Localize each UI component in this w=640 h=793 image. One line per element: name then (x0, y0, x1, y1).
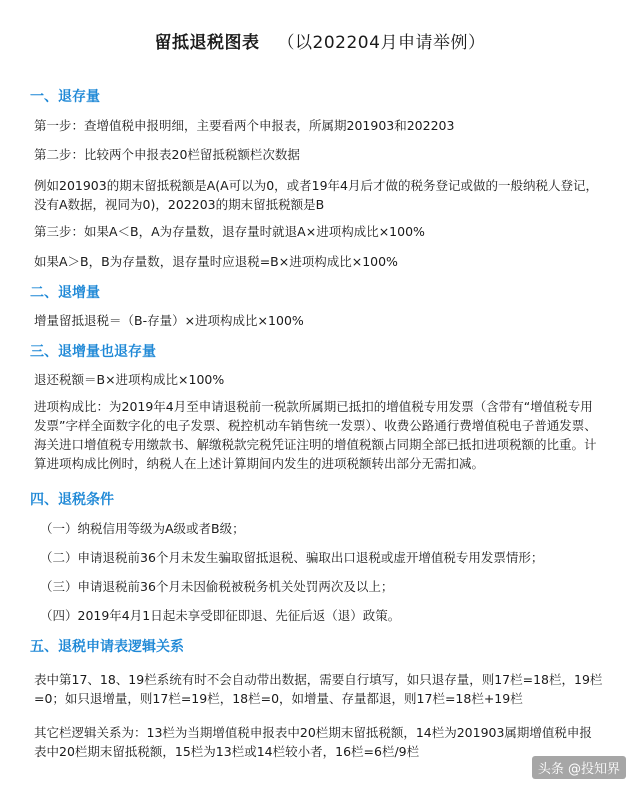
section-4-heading: 四、退税条件 (30, 492, 114, 508)
section-1-heading: 一、退存量 (30, 89, 100, 105)
s5-p2: 其它栏逻辑关系为：13栏为当期增值税申报表中20栏期末留抵税额，14栏为201903属期增值税申报表中20栏期末留抵税额，15栏为13栏或14栏较小者，16栏=6栏/9栏 (34, 725, 592, 759)
s1-step2: 第二步：比较两个申报表20栏留抵税额栏次数据 (34, 147, 300, 162)
s3-formula: 退还税额＝B×进项构成比×100% (34, 372, 225, 387)
s4-item-2: （二）申请退税前36个月未发生骗取留抵退税、骗取出口退税或虚开增值税专用发票情形； (40, 550, 544, 565)
s1-step1: 第一步：查增值税申报明细，主要看两个申报表，所属期201903和202203 (34, 118, 455, 133)
s3-ratio: 进项构成比：为2019年4月至申请退税前一税款所属期已抵扣的增值税专用发票（含带有“增值税专用发票”字样全面数字化的电子发票、税控机动车销售统一发票）、收费公路通行费增值税电子普通发票、海关进口增值税专用缴款书、解缴税款完税凭证注明的增值税额占同期全部已抵扣进项税额的比重。计算进项构成比例时，纳税人在上述计算期间内发生的进项税额转出部分无需扣减。 (34, 399, 597, 471)
section-2-heading: 二、退增量 (30, 285, 100, 301)
s1-step3b: 如果A＞B，B为存量数，退存量时应退税=B×进项构成比×100% (34, 254, 398, 269)
s4-item-1: （一）纳税信用等级为A级或者B级； (40, 521, 245, 536)
s5-p1: 表中第17、18、19栏系统有时不会自动带出数据，需要自行填写，如只退存量，则17栏=18栏，19栏=0；如只退增量，则17栏=19栏，18栏=0，如增量、存量都退，则17栏=18栏+19栏 (34, 672, 603, 706)
section-5-heading: 五、退税申请表逻辑关系 (30, 639, 184, 655)
s4-item-4: （四）2019年4月1日起未享受即征即退、先征后返（退）政策。 (40, 608, 401, 623)
section-3-heading: 三、退增量也退存量 (30, 344, 156, 360)
s4-item-3: （三）申请退税前36个月未因偷税被税务机关处罚两次及以上； (40, 579, 394, 594)
s2-formula: 增量留抵退税＝（B-存量）×进项构成比×100% (34, 313, 304, 328)
title-main: 留抵退税图表 (154, 33, 260, 53)
watermark: 头条 @投知界 (532, 756, 626, 779)
page-title (0, 28, 640, 53)
title-sub: （以202204月申请举例） (277, 33, 486, 53)
s1-step3: 第三步：如果A＜B，A为存量数，退存量时就退A×进项构成比×100% (34, 224, 425, 239)
s1-example: 例如201903的期末留抵税额是A(A可以为0，或者19年4月后才做的税务登记或做的一般纳税人登记，没有A数据，视同为0)，202203的期末留抵税额是B (34, 178, 599, 212)
